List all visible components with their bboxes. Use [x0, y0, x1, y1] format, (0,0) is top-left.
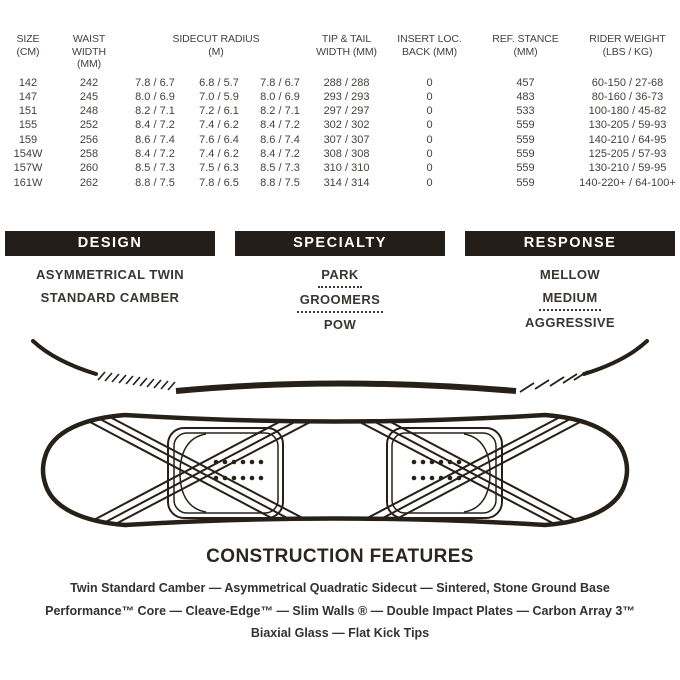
table-cell: 7.8 / 6.7: [135, 76, 175, 89]
table-cell: 130-205 / 59-93: [588, 119, 667, 132]
table-cell: 483: [516, 90, 535, 103]
table-cell: 256: [79, 133, 99, 146]
table-cell: 8.4 / 7.2: [260, 119, 300, 132]
table-cell: 60-150 / 27-68: [591, 76, 664, 89]
table-cell: 293 / 293: [323, 90, 370, 103]
table-cell: 307 / 307: [323, 133, 370, 146]
table-cell: 7.4 / 6.2: [199, 119, 239, 132]
panel-response: [465, 231, 675, 336]
table-cell: 8.2 / 7.1: [135, 105, 175, 118]
table-cell: 242: [79, 76, 99, 89]
table-cell: 155: [18, 119, 38, 132]
table-cell: 310 / 310: [323, 162, 370, 175]
table-cell: 245: [79, 90, 99, 103]
table-cell: 260: [79, 162, 99, 175]
table-cell: 142: [18, 76, 38, 89]
table-cell: 8.0 / 6.9: [260, 90, 300, 103]
carbon-array-lines: [90, 411, 580, 533]
table-cell: 7.8 / 6.5: [199, 176, 239, 189]
camber-profile-diagram: [33, 341, 647, 392]
panel-item-label: PARK: [318, 263, 361, 288]
panel-item-label: ASYMMETRICAL TWIN: [35, 267, 185, 282]
panel-title-bar: SPECIALTY: [235, 231, 445, 256]
table-cell: 8.2 / 7.1: [260, 105, 300, 118]
table-cell: 262: [79, 176, 99, 189]
panel-item-label: STANDARD CAMBER: [40, 290, 180, 305]
construction-feature-line: Performance™ Core — Cleave-Edge™ — Slim Walls ® — Double Impact Plates — Carbon Array 3™: [45, 603, 635, 618]
header-tip-tail-width: TIP & TAIL WIDTH (MM): [316, 33, 377, 58]
table-row: [0, 176, 680, 190]
table-cell: 8.4 / 7.2: [135, 147, 175, 160]
panel-item: [235, 288, 445, 313]
panel-item: [235, 263, 445, 288]
table-cell: 559: [516, 176, 535, 189]
table-row: [0, 76, 680, 90]
table-cell: 140-220+ / 64-100+: [579, 176, 676, 189]
table-row: [0, 104, 680, 118]
table-cell: 559: [516, 133, 535, 146]
header-ref-stance: REF. STANCE (MM): [492, 33, 559, 58]
table-cell: 8.0 / 6.9: [135, 90, 175, 103]
table-cell: 161W: [13, 176, 43, 189]
table-cell: 0: [426, 76, 433, 89]
header-size: SIZE (CM): [16, 33, 40, 58]
spec-table-body: [0, 76, 680, 190]
table-cell: 258: [79, 147, 99, 160]
table-cell: 159: [18, 133, 38, 146]
panel-item-label: GROOMERS: [297, 288, 383, 313]
header-waist-width: WAIST WIDTH (MM): [72, 33, 106, 70]
attribute-panels: [5, 231, 675, 336]
table-cell: 0: [426, 162, 433, 175]
table-cell: 0: [426, 133, 433, 146]
table-cell: 533: [516, 105, 535, 118]
panel-item: [5, 286, 215, 309]
table-row: [0, 133, 680, 147]
header-sidecut-radius: SIDECUT RADIUS (M): [172, 33, 260, 58]
table-cell: 8.5 / 7.3: [135, 162, 175, 175]
table-cell: 297 / 297: [323, 105, 370, 118]
table-cell: 100-180 / 45-82: [588, 105, 667, 118]
table-cell: 248: [79, 105, 99, 118]
panel-item: [465, 286, 675, 311]
table-cell: 7.0 / 5.9: [199, 90, 239, 103]
table-cell: 8.5 / 7.3: [260, 162, 300, 175]
table-cell: 0: [426, 90, 433, 103]
panel-specialty: [235, 231, 445, 336]
panel-item-label: MELLOW: [539, 267, 601, 282]
camber-hatch-left: [98, 372, 175, 390]
table-cell: 559: [516, 162, 535, 175]
table-cell: 7.8 / 6.7: [260, 76, 300, 89]
panel-items: [235, 263, 445, 336]
construction-feature-line: Twin Standard Camber — Asymmetrical Quadratic Sidecut — Sintered, Stone Ground Base: [70, 581, 610, 595]
table-cell: 8.8 / 7.5: [260, 176, 300, 189]
camber-hatch-right: [520, 371, 588, 392]
panel-design: [5, 231, 215, 336]
table-cell: 8.4 / 7.2: [135, 119, 175, 132]
table-cell: 8.6 / 7.4: [135, 133, 175, 146]
table-cell: 8.6 / 7.4: [260, 133, 300, 146]
table-cell: 140-210 / 64-95: [588, 133, 667, 146]
table-cell: 8.4 / 7.2: [260, 147, 300, 160]
construction-features-list: [0, 577, 680, 645]
panel-items: [5, 263, 215, 309]
table-cell: 0: [426, 147, 433, 160]
panel-item: [465, 263, 675, 286]
table-cell: 7.5 / 6.3: [199, 162, 239, 175]
spec-table-header: [0, 33, 680, 71]
table-cell: 0: [426, 105, 433, 118]
header-insert-loc: INSERT LOC. BACK (MM): [397, 33, 462, 58]
table-cell: 154W: [13, 147, 43, 160]
table-cell: 314 / 314: [323, 176, 370, 189]
table-cell: 0: [426, 119, 433, 132]
table-row: [0, 90, 680, 104]
table-cell: 157W: [13, 162, 43, 175]
panel-item: [5, 263, 215, 286]
construction-features-title: CONSTRUCTION FEATURES: [206, 546, 474, 567]
table-cell: 151: [18, 105, 38, 118]
panel-item-label: MEDIUM: [539, 286, 600, 311]
table-cell: 457: [516, 76, 535, 89]
table-cell: 7.2 / 6.1: [199, 105, 239, 118]
table-cell: 80-160 / 36-73: [591, 90, 664, 103]
table-cell: 8.8 / 7.5: [135, 176, 175, 189]
table-cell: 302 / 302: [323, 119, 370, 132]
table-cell: 125-205 / 57-93: [588, 147, 667, 160]
panel-item-label: AGGRESSIVE: [525, 315, 615, 330]
panel-items: [465, 263, 675, 334]
panel-title-bar: DESIGN: [5, 231, 215, 256]
construction-features-section: [0, 546, 680, 645]
board-top-view: [43, 411, 627, 533]
table-cell: 147: [18, 90, 38, 103]
panel-title-bar: RESPONSE: [465, 231, 675, 256]
table-row: [0, 147, 680, 161]
table-cell: 6.8 / 5.7: [199, 76, 239, 89]
table-cell: 0: [426, 176, 433, 189]
construction-feature-line: Biaxial Glass — Flat Kick Tips: [250, 626, 430, 640]
table-row: [0, 161, 680, 175]
table-cell: 559: [516, 119, 535, 132]
table-cell: 559: [516, 147, 535, 160]
table-cell: 130-210 / 59-95: [588, 162, 667, 175]
table-cell: 252: [79, 119, 99, 132]
table-row: [0, 118, 680, 132]
insert-holes-left: [214, 460, 264, 481]
table-cell: 7.4 / 6.2: [199, 147, 239, 160]
table-cell: 7.6 / 6.4: [199, 133, 239, 146]
size-spec-table: [0, 33, 680, 190]
snowboard-diagrams: [0, 330, 680, 542]
panel-item-label: POW: [323, 317, 357, 332]
table-cell: 308 / 308: [323, 147, 370, 160]
table-cell: 288 / 288: [323, 76, 370, 89]
header-rider-weight: RIDER WEIGHT (LBS / KG): [589, 33, 666, 58]
